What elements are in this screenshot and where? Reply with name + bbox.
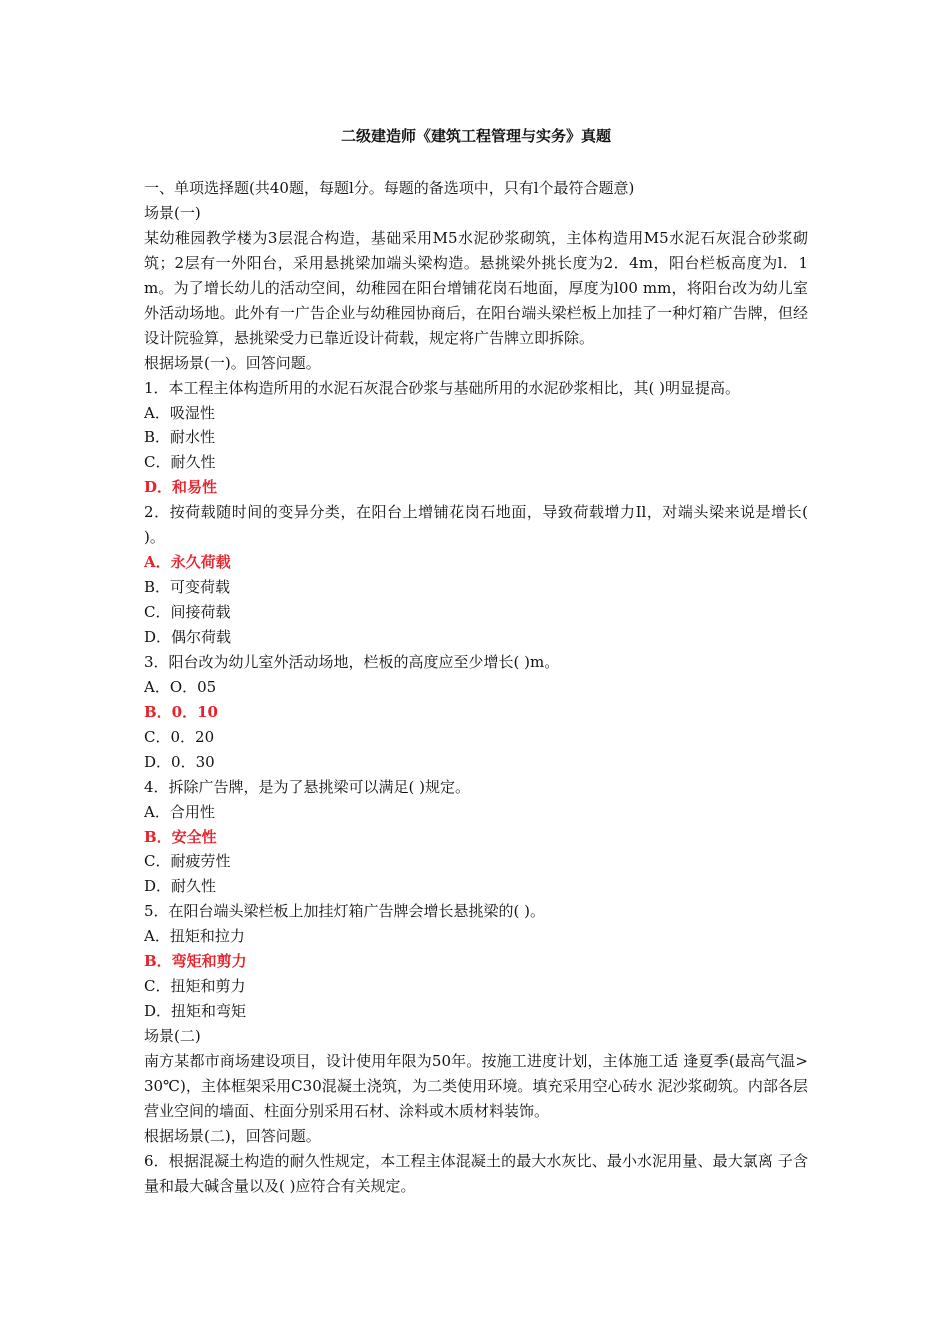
scene-prompt: 根据场景(二)，回答问题。	[144, 1126, 321, 1145]
answer-option: C．扭矩和剪力	[144, 977, 246, 996]
scene-label: 场景(二)	[144, 1027, 201, 1045]
answer-option: C．耐久性	[144, 453, 216, 472]
answer-option: A．扭矩和拉力	[144, 927, 245, 946]
answer-option: D．0．30	[144, 752, 215, 771]
scene-label: 场景(一)	[144, 203, 201, 222]
question-stem: 2．按荷载随时间的变异分类，在阳台上增铺花岗石地面，导致荷载增力Il，对端头梁来说是增长( )。	[144, 503, 808, 547]
answer-option: D．耐久性	[144, 877, 217, 896]
question-stem: 4．拆除广告牌，是为了悬挑梁可以满足( )规定。	[144, 777, 471, 796]
answer-option: A．O．05	[144, 677, 217, 696]
question-stem: 5．在阳台端头梁栏板上加挂灯箱广告牌会增长悬挑梁的( )。	[144, 902, 546, 921]
correct-answer-option: B．0．10	[144, 702, 218, 721]
answer-option: C．间接荷载	[144, 603, 231, 622]
document-body	[144, 176, 808, 1199]
scene-description: 某幼稚园教学楼为3层混合构造，基础采用M5水泥砂浆砌筑，主体构造用M5水泥石灰混合砂浆砌筑；2层有一外阳台，采用悬挑梁加端头梁构造。悬挑梁外挑长度为2．4m，阳台栏板高度为l．1m。为了增长幼儿的活动空间，幼稚园在阳台增铺花岗石地面，厚度为l00 mm，将阳台改为幼儿室外活动场地。此外有一广告企业与幼稚园协商后，在阳台端头梁栏板上加挂了一种灯箱广告牌，但经设计院验算，悬挑梁受力已靠近设计荷载，规定将广告牌立即拆除。	[144, 228, 808, 347]
correct-answer-option: A．永久荷载	[144, 553, 231, 572]
question-stem: 1．本工程主体构造所用的水泥石灰混合砂浆与基础所用的水泥砂浆相比，其( )明显提高。	[144, 378, 741, 397]
page-title: 二级建造师《建筑工程管理与实务》真题	[340, 127, 611, 145]
answer-option: B．可变荷载	[144, 578, 231, 597]
answer-option: B．耐水性	[144, 428, 216, 447]
correct-answer-option: B．安全性	[144, 827, 217, 846]
scene-description: 南方某都市商场建设项目，设计使用年限为50年。按施工进度计划，主体施工适 逢夏季(最高气温>30℃)，主体框架采用C30混凝土浇筑，为二类使用环境。填充采用空心砖水 泥沙浆砌筑。内部各层营业空间的墙面、柱面分别采用石材、涂料或木质材料装饰。	[144, 1051, 808, 1120]
document-page	[144, 0, 808, 1344]
answer-option: C．0．20	[144, 727, 215, 746]
correct-answer-option: B．弯矩和剪力	[144, 952, 247, 971]
scene-prompt: 根据场景(一)。回答问题。	[144, 353, 321, 372]
correct-answer-option: D．和易性	[144, 478, 218, 497]
question-stem: 3．阳台改为幼儿室外活动场地，栏板的高度应至少增长( )m。	[144, 652, 560, 671]
section-heading: 一、单项选择题(共40题，每题l分。每题的备选项中，只有l个最符合题意)	[144, 179, 635, 197]
answer-option: A．吸湿性	[144, 403, 215, 422]
question-stem: 6．根据混凝土构造的耐久性规定，本工程主体混凝土的最大水灰比、最小水泥用量、最大氯离 子含量和最大碱含量以及( )应符合有关规定。	[144, 1151, 808, 1195]
answer-option: A．合用性	[144, 802, 215, 821]
answer-option: D．偶尔荷载	[144, 628, 232, 646]
answer-option: D．扭矩和弯矩	[144, 1002, 247, 1021]
answer-option: C．耐疲劳性	[144, 852, 231, 871]
